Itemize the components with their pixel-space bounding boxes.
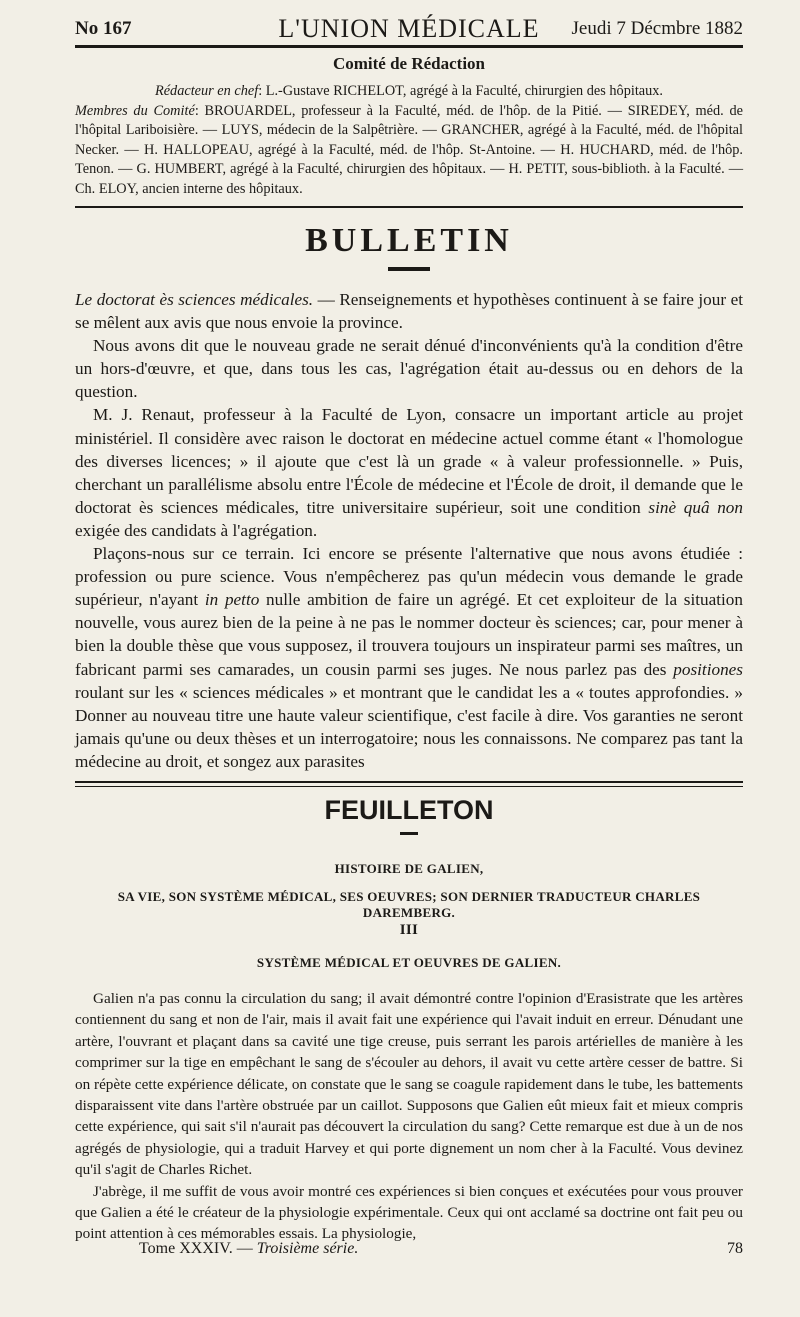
bulletin-lead: Le doctorat ès sciences médicales. — [75, 290, 314, 309]
bulletin-paragraph: Plaçons-nous sur ce terrain. Ici encore se présente l'alternative que nous avons étudiée : profession ou pure science. Vous n'empêcherez pas qu'un médecin vous demande le grade supérieur, n'ayant in petto nulle ambition de faire un agrégé. Et cet exploiteur de la situation nouvelle, vous aurez bien de la peine à ne pas le nommer docteur ès sciences; car, pour mener à bien la double thèse que vous supposez, il trouvera toujours un inspirateur parmi ses maîtres, un fabricant parmi ses camarades, un cousin parmi ses juges. Ne nous parlez pas des positiones roulant sur les « sciences médicales » et montrant que le candidat les a « toutes approfondies. » Donner au nouveau titre une haute valeur scientifique, c'est facile à dire. Vos garanties ne seront jamais qu'une ou deux thèses et un interrogatoire; nous les connaissons. Ne comparez pas tant la médecine au droit, et songez aux parasites — [75, 544, 743, 771]
bulletin-paragraph: Le doctorat ès sciences médicales. — Renseignements et hypothèses continuent à se faire jour et se mêlent aux avis que nous envoie la province. — [75, 290, 743, 333]
committee-members — [75, 102, 743, 200]
masthead-rule — [75, 45, 743, 48]
feuilleton-divider — [400, 832, 418, 835]
feuilleton-heading: HISTOIRE DE GALIEN, — [334, 861, 484, 876]
bulletin-divider — [388, 267, 430, 271]
bulletin-body — [75, 288, 743, 773]
volume-info: Tome XXXIV. — Troisième série. — [139, 1240, 359, 1257]
feuilleton-rule-top — [75, 781, 743, 783]
editor-in-chief-line — [75, 82, 743, 102]
bulletin-paragraph: Nous avons dit que le nouveau grade ne serait dénué d'inconvénients qu'à la condition d'être un hors-d'œuvre, et que, dans tous les cas, l'agrégation était au-dessus ou en dehors de la question. — [75, 336, 743, 402]
feuilleton-rule-bottom — [75, 786, 743, 787]
feuilleton-body — [75, 988, 743, 1245]
section-number: III — [399, 922, 419, 938]
journal-title: L'UNION MÉDICALE — [278, 14, 540, 43]
committee-title: Comité de Rédaction — [332, 54, 486, 73]
members-label: Membres du Comité — [75, 102, 195, 119]
section-title: SYSTÈME MÉDICAL ET OEUVRES DE GALIEN. — [256, 955, 562, 970]
feuilleton-paragraph: Galien n'a pas connu la circulation du sang; il avait démontré contre l'opinion d'Erasistrate que les artères contiennent du sang et non de l'air, mais il avait fait une expérience qui l'avait induit en erreur. Dénudant une artère, l'ouvrant et plaçant dans sa cavité une tige creuse, puis serrant les parois artérielles de manière à les comprimer sur la tige en empêchant le sang de s'écouler au dehors, il avait vu cette artère cesser de battre. Si on répète cette expérience délicate, on constate que le sang se coagule rapidement dans le tube, les battements disparaissent vite dans l'artère obstruée par un caillot. Supposons que Galien eût mieux fait et mieux compris cette expérience, qui sait s'il n'aurait pas découvert la circulation du sang? Cette remarque est due à un de nos agrégés de physiologie, qui a traduit Harvey et qui porte dignement un nom cher à la Faculté. Vous devinez qu'il s'agit de Charles Richet. — [75, 990, 743, 1179]
editor-text: : L.-Gustave RICHELOT, agrégé à la Faculté, chirurgien des hôpitaux. — [258, 83, 664, 99]
feuilleton-title: FEUILLETON — [324, 795, 494, 825]
masthead — [75, 14, 743, 46]
issue-number: No 167 — [75, 18, 132, 39]
bulletin-title: BULLETIN — [305, 222, 513, 259]
feuilleton-subheading: SA VIE, SON SYSTÈME MÉDICAL, SES OEUVRES; SON DERNIER TRADUCTEUR CHARLES DAREMBERG. — [117, 889, 701, 920]
feuilleton-paragraph: J'abrège, il me suffit de vous avoir montré ces expériences si bien conçues et exécutées pour vous prouver que Galien a été le créateur de la physiologie expérimentale. Ceux qui ont acclamé sa doctrine ont fait peu ou point attention à ces mémorables essais. La physiologie, — [75, 1182, 743, 1243]
committee-rule — [75, 206, 743, 208]
editor-label: Rédacteur en chef — [154, 83, 259, 99]
page-number: 78 — [727, 1240, 743, 1257]
issue-date: Jeudi 7 Décmbre 1882 — [571, 18, 743, 39]
members-text: : BROUARDEL, professeur à la Faculté, méd. de l'hôp. de la Pitié. — SIREDEY, méd. de l'hôpital Lariboisière. — LUYS, médecin de la Salpêtrière. — GRANCHER, agrégé à la Faculté, méd. de l'hôpital Necker. — H. HALLOPEAU, agrégé à la Faculté, méd. de l'hôp. St-Antoine. — H. HUCHARD, méd. de l'hôp. Tenon. — G. HUMBERT, agrégé à la Faculté, chirurgien des hôpitaux. — H. PETIT, sous-biblioth. à la Faculté. — Ch. ELOY, ancien interne des hôpitaux. — [75, 102, 744, 197]
committee-block — [75, 82, 743, 199]
bulletin-paragraph: M. J. Renaut, professeur à la Faculté de Lyon, consacre un important article au projet ministériel. Il considère avec raison le doctorat en médecine actuel comme étant « l'homologue des diverses licences; » il ajoute que c'est là un grade « à valeur professionnelle. » Puis, cherchant un parallélisme absolu entre l'École de médecine et l'École de droit, il demande que le doctorat ès sciences médicales, titre universitaire supérieur, soit une condition sinè quâ non exigée des candidats à l'agrégation. — [75, 405, 743, 540]
